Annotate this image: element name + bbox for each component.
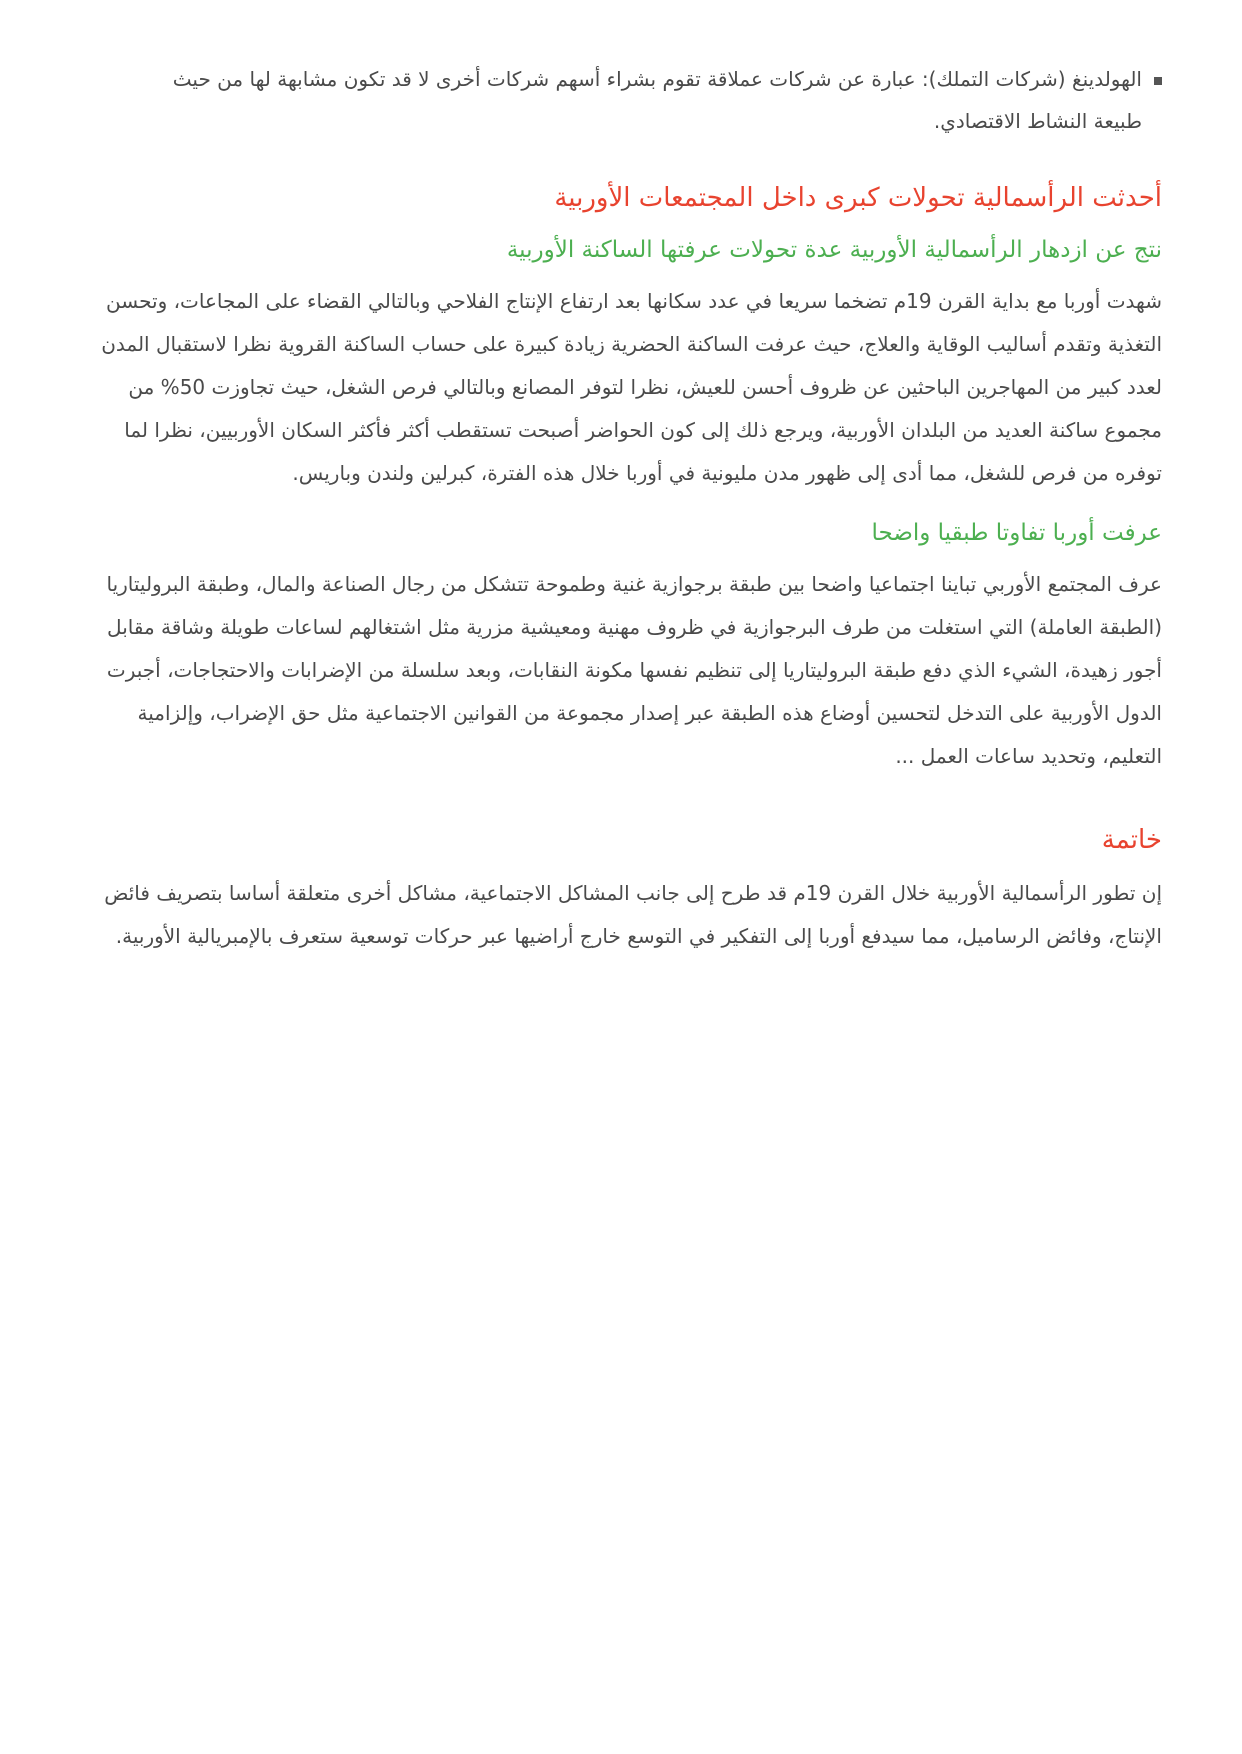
bullet-text: الهولدينغ (شركات التملك): عبارة عن شركات عملاقة تقوم بشراء أسهم شركات أخرى لا قد تكون مشابهة لها من حيث طبيعة النشاط الاقتصادي. xyxy=(172,67,1142,133)
bullet-list-item xyxy=(85,58,1162,142)
subsection-heading-class-disparity: عرفت أوربا تفاوتا طبقيا واضحا xyxy=(871,520,1162,546)
section-heading-conclusion: خاتمة xyxy=(1101,825,1162,855)
paragraph-population: شهدت أوربا مع بداية القرن 19م تضخما سريعا في عدد سكانها بعد ارتفاع الإنتاج الفلاحي وبالتالي القضاء على المجاعات، وتحسن التغذية وتقدم أساليب الوقاية والعلاج، حيث عرفت الساكنة الحضرية زيادة كبيرة على حساب الساكنة القروية نظرا لاستقبال المدن لعدد كبير من المهاجرين الباحثين عن ظروف أحسن للعيش، نظرا لتوفر المصانع وبالتالي فرص الشغل، حيث تجاوزت 50% من مجموع ساكنة العديد من البلدان الأوربية، ويرجع ذلك إلى كون الحواضر أصبحت تستقطب أكثر فأكثر السكان الأوربيين، نظرا لما توفره من فرص للشغل، مما أدى إلى ظهور مدن مليونية في أوربا خلال هذه الفترة، كبرلين ولندن وباريس. xyxy=(101,289,1162,485)
paragraph-class-disparity: عرف المجتمع الأوربي تباينا اجتماعيا واضحا بين طبقة برجوازية غنية وطموحة تتشكل من رجال الصناعة والمال، وطبقة البروليتاريا (الطبقة العاملة) التي استغلت من طرف البرجوازية في ظروف مهنية ومعيشية مزرية مثل اشتغالهم لساعات طويلة وشاقة مقابل أجور زهيدة، الشيء الذي دفع طبقة البروليتاريا إلى تنظيم نفسها مكونة النقابات، وبعد سلسلة من الإضرابات والاحتجاجات، أجبرت الدول الأوربية على التدخل لتحسين أوضاع هذه الطبقة عبر إصدار مجموعة من القوانين الاجتماعية مثل حق الإضراب، وإلزامية التعليم، وتحديد ساعات العمل ... xyxy=(106,572,1162,768)
section-spacer xyxy=(85,796,1162,818)
square-bullet-icon xyxy=(1154,77,1162,85)
subsection-heading-population: نتج عن ازدهار الرأسمالية الأوربية عدة تحولات عرفتها الساكنة الأوربية xyxy=(506,237,1162,263)
paragraph-conclusion: إن تطور الرأسمالية الأوربية خلال القرن 19م قد طرح إلى جانب المشاكل الاجتماعية، مشاكل أخرى متعلقة أساسا بتصريف فائض الإنتاج، وفائض الرساميل، مما سيدفع أوربا إلى التفكير في التوسع خارج أراضيها عبر حركات توسعية ستعرف بالإمبريالية الأوربية. xyxy=(104,881,1162,948)
document-page xyxy=(85,58,1162,976)
section-heading-capitalism-transformations: أحدثت الرأسمالية تحولات كبرى داخل المجتمعات الأوربية xyxy=(554,183,1162,213)
